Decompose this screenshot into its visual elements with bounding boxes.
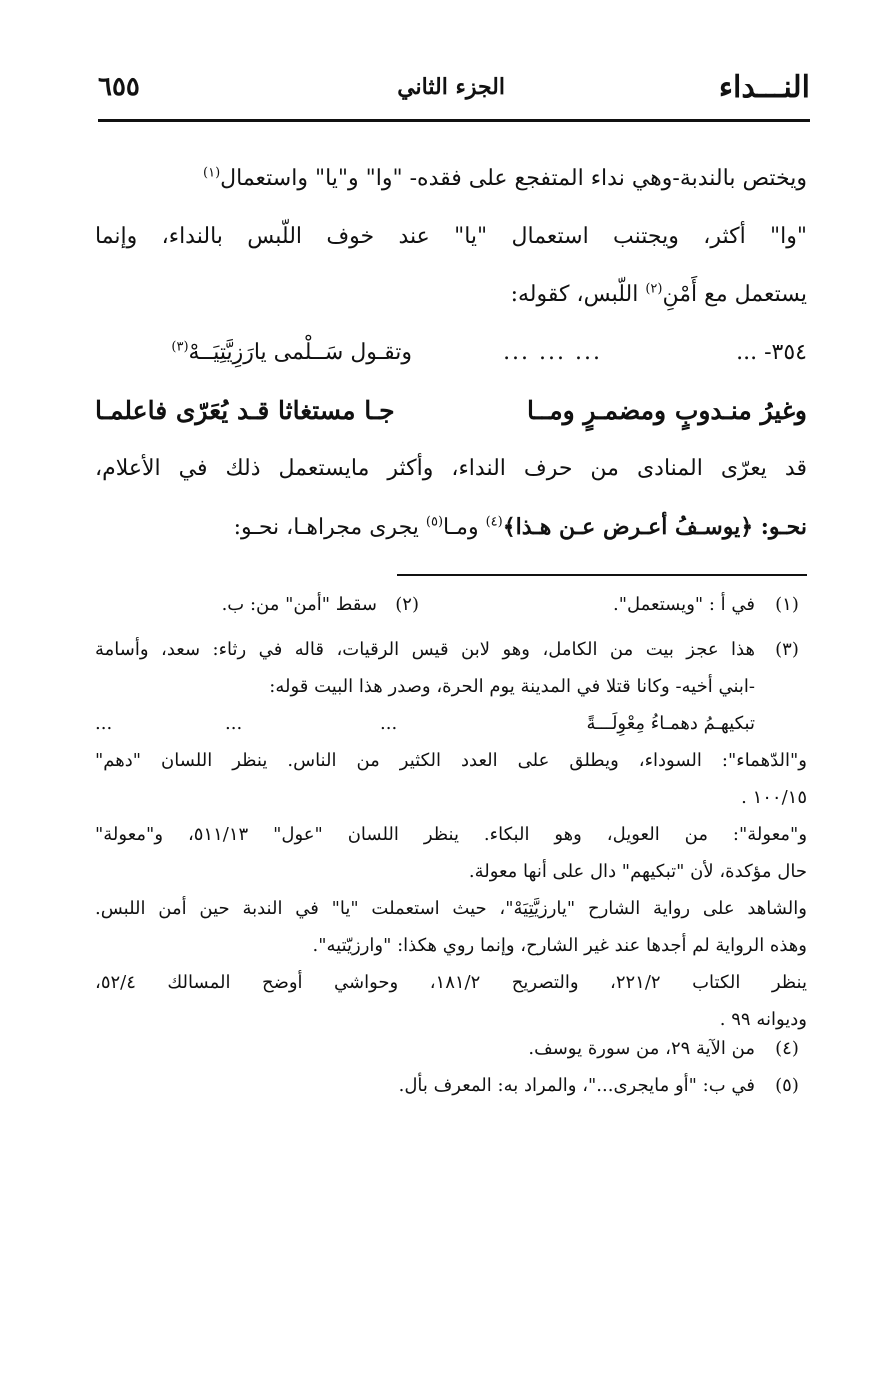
footnote-ref: (١) (203, 165, 221, 181)
footnote-pair (95, 594, 807, 631)
footnote-text: من الآية ٢٩، من سورة يوسف. (528, 1038, 755, 1059)
footnote-ref: (٥) (425, 514, 444, 530)
footnote-ref: (٤) (485, 514, 503, 530)
page-header (98, 70, 810, 114)
footnote-line: وديوانه ٩٩ . (719, 1009, 807, 1030)
verse-number: ٣٥٤- ... (736, 340, 807, 365)
footnote-number: (٤) (775, 1038, 799, 1059)
footnote-text: في أ : "ويستعمل". (612, 594, 755, 615)
poem-verse (95, 324, 807, 382)
chapter-title: النـــداء (718, 70, 810, 105)
text-line: قد يعرّى المنادى من حرف النداء، وأكثر مايستعمل ذلك في الأعلام، (95, 456, 807, 481)
alfiyya-hemistich-second: جـا مستغاثا قـد يُعَرّى فاعلمـا (95, 396, 395, 425)
footnote-line: هذا عجز بيت من الكامل، وهو لابن قيس الرقيات، قاله في رثاء: سعد، وأسامة (95, 639, 755, 660)
text-line: "وا" أكثر، ويجتنب استعمال "يا" عند خوف اللّبس بالنداء، وإنما (95, 224, 807, 249)
text-line (95, 498, 807, 556)
footnote-ref: (٢) (645, 281, 663, 297)
footnote-number: (٥) (775, 1075, 799, 1096)
text-run: ويختص بالندبة-وهي نداء المتفجع على فقده- "وا" و"يا" واستعمال (220, 166, 807, 191)
footnote-rule (397, 574, 807, 576)
footnote-4 (95, 1038, 807, 1075)
alfiyya-hemistich-first: وغيرُ منـدوبٍ ومضمـرٍ ومــا (526, 396, 807, 425)
footnote-number: (٣) (775, 639, 799, 660)
verse-ellipsis: ... (380, 713, 398, 734)
footnote-line: -ابني أخيه- وكانا قتلا في المدينة يوم الحرة، وصدر هذا البيت قوله: (269, 676, 755, 697)
verse-hemistich (171, 324, 412, 382)
footnote-line: ١٠٠/١٥ . (741, 787, 807, 808)
footnote-line: و"الدّهماء": السوداء، ويطلق على العدد الكثير من الناس. ينظر اللسان "دهم" (95, 750, 807, 771)
verse-ellipsis: ... ... ... (503, 340, 602, 365)
footnote-line: وهذه الرواية لم أجدها عند غير الشارح، وإنما روي هكذا: "وارزيّتيه". (312, 935, 807, 956)
footnote-continuation (95, 742, 859, 779)
footnote-line: ينظر الكتاب ٢٢١/٢، والتصريح ١٨١/٢، وحواشي أوضح المسالك ٥٢/٤، (95, 972, 807, 993)
footnote-text: سقط "أمن" من: ب. (221, 594, 377, 615)
quoted-verse (95, 705, 755, 742)
verse-ellipsis: ... (95, 713, 113, 734)
part-label: الجزء الثاني (397, 74, 505, 100)
text-line (95, 266, 807, 324)
footnotes (95, 594, 807, 1112)
header-rule (98, 119, 810, 122)
main-text (95, 150, 807, 556)
text-run: اللّبس، كقوله: (510, 282, 646, 307)
footnote-body (95, 631, 755, 742)
alfiyya-verse (95, 382, 807, 440)
text-run: وتقـول سَــلْمى يارَزِيَّتِيَــهْ (188, 340, 412, 365)
verse-ellipsis: ... (225, 713, 243, 734)
footnote-line: و"معولة": من العويل، وهو البكاء. ينظر اللسان "عول" ٥١١/١٣، و"معولة" (95, 824, 808, 845)
footnote-line: حال مؤكدة، لأن "تبكيهم" دال على أنها معولة. (468, 861, 807, 882)
footnote-number: (١) (775, 594, 799, 615)
quran-quote: نحـو: ﴿يوسـفُ أعـرض عـن هـذا﴾ (502, 514, 807, 540)
text-line (95, 150, 807, 208)
footnote-line: والشاهد على رواية الشارح "يارزيَّتِيَهْ"، حيث استعملت "يا" في الندبة حين أمن اللبس. (95, 898, 807, 919)
footnote-number: (٢) (395, 594, 419, 615)
footnote-3 (95, 631, 807, 779)
text-run: يستعمل مع أَمْنِ (662, 282, 807, 307)
text-run: يجرى مجراهـا، نحـو: (233, 515, 426, 540)
footnote-ref: (٣) (171, 339, 189, 355)
text-run: ومـا (443, 515, 486, 540)
page-number: ٦٥٥ (98, 72, 140, 102)
footnote-text: في ب: "أو مايجرى..."، والمراد به: المعرف بأل. (398, 1075, 755, 1096)
footnote-5 (95, 1075, 807, 1112)
verse-hemistich: تبكيهـمُ دهمـاءُ مِعْوِلَـــةً (586, 713, 755, 734)
